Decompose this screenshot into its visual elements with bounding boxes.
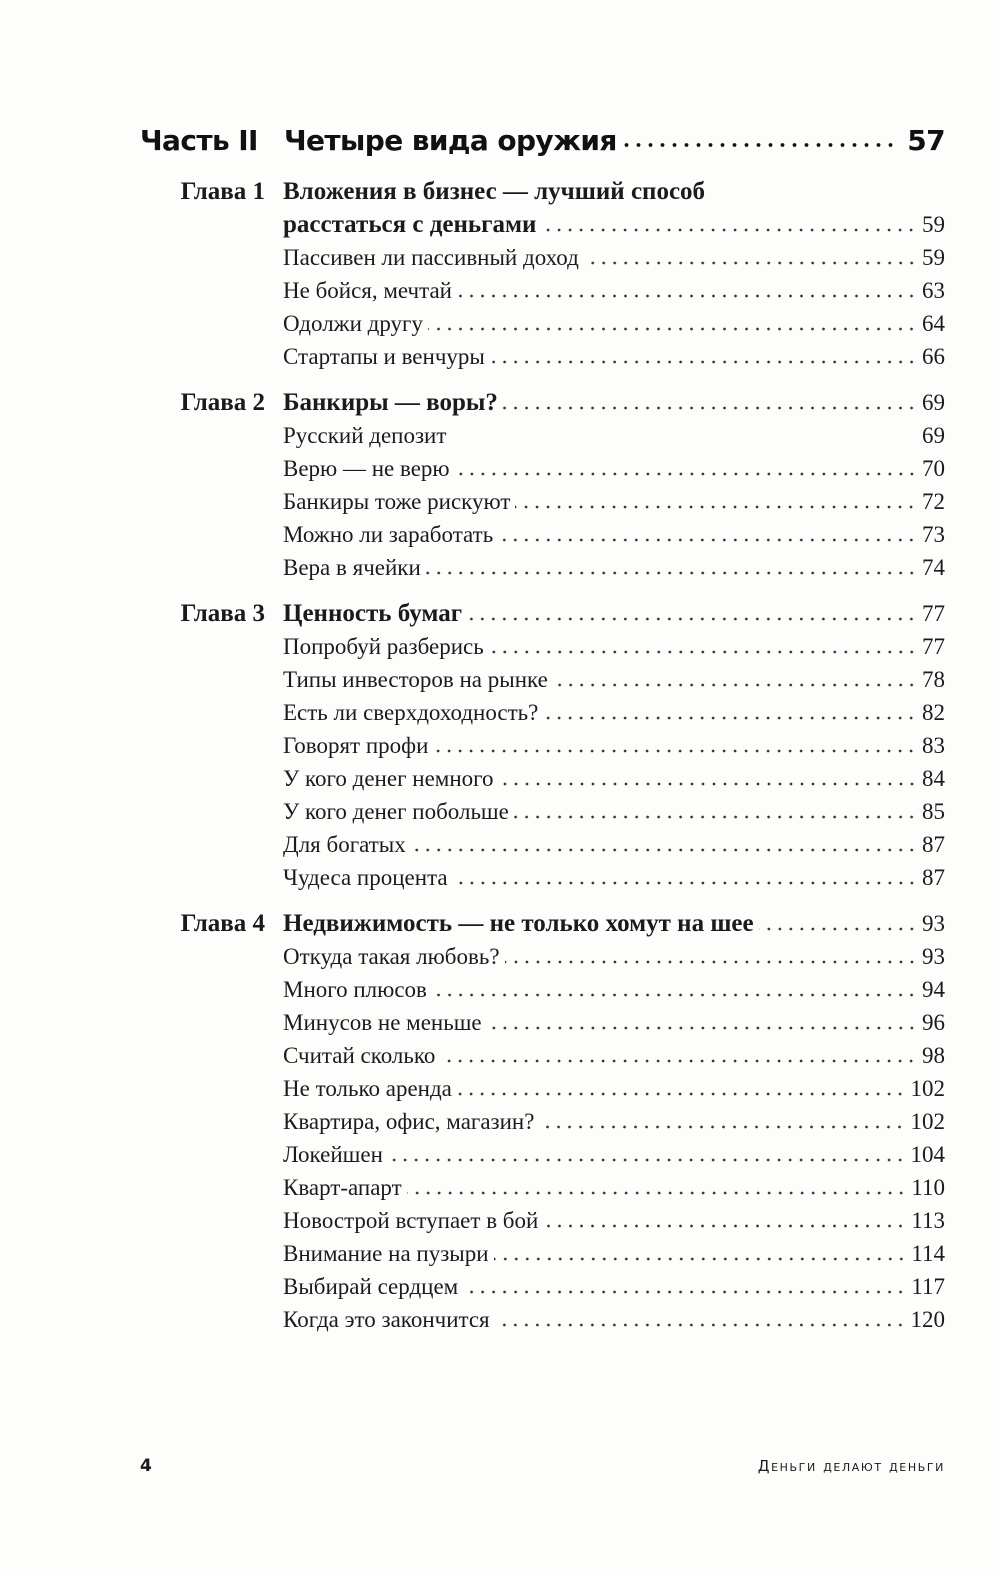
toc-entry[interactable] (283, 208, 945, 241)
dot-leader (759, 926, 917, 932)
chapter-title: Ценность бумаг (283, 600, 463, 627)
dot-leader (457, 293, 917, 299)
section-title: Верю — не верю (283, 456, 450, 481)
dot-leader (498, 537, 917, 543)
section-title: Говорят профи (283, 733, 429, 758)
section-title: Типы инвесторов на рынке (283, 667, 548, 692)
section-title: Есть ли сверхдоходность? (283, 700, 539, 725)
section-title: Для богатых (283, 832, 406, 857)
dot-leader (426, 570, 917, 576)
dot-leader (503, 405, 917, 411)
page-number: 73 (922, 522, 945, 547)
dot-leader (622, 141, 897, 149)
dot-leader (432, 992, 917, 998)
dot-leader (515, 504, 917, 510)
footer-book-title: Деньги делают деньги (757, 1457, 945, 1475)
dot-leader (467, 616, 917, 622)
section-title: Попробуй разберись (283, 634, 484, 659)
part-page-number: 57 (907, 124, 945, 157)
page-number: 110 (911, 1175, 945, 1200)
toc-entry[interactable] (283, 1204, 945, 1237)
toc-entry[interactable] (283, 340, 945, 373)
part-label: Часть II (140, 124, 258, 157)
chapter-label: Глава 4 (180, 910, 265, 937)
dot-leader (388, 1157, 906, 1163)
dot-leader (543, 715, 917, 721)
chapter-title-continued: расстаться с деньгами (283, 211, 537, 238)
section-title: Можно ли заработать (283, 522, 494, 547)
page-number: 63 (922, 278, 945, 303)
section-title: Когда это закончится (283, 1307, 490, 1332)
toc-entry[interactable] (283, 630, 945, 663)
dot-leader (411, 847, 917, 853)
chapter-label: Глава 2 (180, 389, 265, 416)
dot-leader (494, 1256, 907, 1262)
toc-entry[interactable] (283, 1171, 945, 1204)
section-title: У кого денег немного (283, 766, 494, 791)
dot-leader (543, 1223, 906, 1229)
section-title: Много плюсов (283, 977, 427, 1002)
page-number: 59 (922, 245, 945, 270)
page-number: 83 (922, 733, 945, 758)
page-number: 69 (922, 423, 945, 448)
page-number: 87 (922, 865, 945, 890)
toc-entry[interactable] (283, 828, 945, 861)
section-title: Минусов не меньше (283, 1010, 482, 1035)
toc-entry[interactable] (283, 729, 945, 762)
toc-entry[interactable] (283, 452, 945, 485)
section-title: Внимание на пузыри (283, 1241, 489, 1266)
page-number: 114 (911, 1241, 945, 1266)
chapter-title: Вложения в бизнес — лучший способ (283, 178, 706, 205)
section-title: Считай сколько (283, 1043, 436, 1068)
toc-entry[interactable] (283, 518, 945, 551)
dot-leader (541, 227, 917, 233)
page-number: 84 (922, 766, 945, 791)
section-title: Локейшен (283, 1142, 383, 1167)
toc-entry[interactable] (283, 551, 945, 584)
page-number: 93 (922, 944, 945, 969)
section-title: Стартапы и венчуры (283, 344, 485, 369)
dot-leader (455, 471, 917, 477)
page-number: 69 (922, 390, 945, 415)
section-title: У кого денег побольше (283, 799, 509, 824)
page-number: 87 (922, 832, 945, 857)
section-title: Не бойся, мечтай (283, 278, 452, 303)
section-title: Пассивен ли пассивный доход (283, 245, 579, 270)
part-heading (140, 118, 945, 164)
toc-entry[interactable] (283, 907, 945, 940)
toc-entry[interactable] (283, 597, 945, 630)
page-number: 77 (922, 601, 945, 626)
toc-entry[interactable] (283, 973, 945, 1006)
page-number: 102 (910, 1109, 945, 1134)
chapter-label: Глава 3 (180, 600, 265, 627)
dot-leader (457, 1091, 906, 1097)
page-number: 93 (922, 911, 945, 936)
page-number: 77 (922, 634, 945, 659)
page-number: 94 (922, 977, 945, 1002)
section-title: Кварт-апарт (283, 1175, 402, 1200)
dot-leader (440, 1058, 917, 1064)
section-title: Выбирай сердцем (283, 1274, 459, 1299)
page-number: 85 (922, 799, 945, 824)
page-number: 59 (922, 212, 945, 237)
page-number: 98 (922, 1043, 945, 1068)
toc-entry[interactable] (283, 1237, 945, 1270)
toc-entry[interactable] (283, 663, 945, 696)
section-title: Русский депозит (283, 423, 447, 448)
toc-entry[interactable] (283, 1072, 945, 1105)
section-title: Банкиры тоже рискуют (283, 489, 511, 514)
toc-entry[interactable] (283, 1270, 945, 1303)
toc-entry[interactable] (283, 386, 945, 419)
dot-leader (584, 260, 917, 266)
page-number: 102 (910, 1076, 945, 1101)
toc-entry[interactable] (283, 1105, 945, 1138)
dot-leader (514, 814, 917, 820)
toc-entry[interactable] (283, 762, 945, 795)
dot-leader (490, 359, 917, 365)
toc-entry[interactable] (283, 1303, 945, 1336)
toc-entry[interactable] (283, 1039, 945, 1072)
dot-leader (453, 880, 917, 886)
toc-entry[interactable] (283, 861, 945, 894)
toc-entry[interactable] (283, 274, 945, 307)
page-number: 72 (922, 489, 945, 514)
chapter-title: Банкиры — воры? (283, 389, 498, 416)
dot-leader (428, 326, 917, 332)
toc-entry[interactable] (283, 419, 945, 452)
toc-entry[interactable] (283, 241, 945, 274)
page-number: 70 (922, 456, 945, 481)
dot-leader (505, 959, 917, 965)
chapter-title: Недвижимость — не только хомут на шее (283, 910, 754, 937)
section-title: Вера в ячейки (283, 555, 421, 580)
page-number: 120 (910, 1307, 945, 1332)
section-title: Не только аренда (283, 1076, 452, 1101)
toc-entry[interactable] (283, 696, 945, 729)
dot-leader (495, 1322, 906, 1328)
dot-leader (487, 1025, 917, 1031)
toc-entry[interactable] (283, 1006, 945, 1039)
part-title-row (284, 124, 945, 157)
section-title: Чудеса процента (283, 865, 448, 890)
toc-entry[interactable] (283, 1138, 945, 1171)
toc-entry[interactable] (283, 307, 945, 340)
part-title: Четыре вида оружия (284, 124, 617, 157)
toc-entry[interactable] (283, 940, 945, 973)
page-number: 66 (922, 344, 945, 369)
toc-entry[interactable] (283, 795, 945, 828)
footer-page-number: 4 (140, 1456, 152, 1476)
toc-entry[interactable] (283, 485, 945, 518)
page-number: 82 (922, 700, 945, 725)
page-number: 117 (911, 1274, 945, 1299)
dot-leader (463, 1289, 906, 1295)
page-number: 113 (911, 1208, 945, 1233)
page-number: 104 (910, 1142, 945, 1167)
page-number: 64 (922, 311, 945, 336)
section-title: Одолжи другу (283, 311, 423, 336)
page-number: 74 (922, 555, 945, 580)
dot-leader (539, 1124, 905, 1130)
dot-leader (499, 781, 917, 787)
dot-leader (553, 682, 917, 688)
dot-leader (433, 748, 917, 754)
page-number: 96 (922, 1010, 945, 1035)
dot-leader (489, 649, 917, 655)
page-number: 78 (922, 667, 945, 692)
section-title: Квартира, офис, магазин? (283, 1109, 535, 1134)
section-title: Новострой вступает в бой (283, 1208, 539, 1233)
dot-leader (407, 1190, 907, 1196)
section-title: Откуда такая любовь? (283, 944, 500, 969)
chapter-label: Глава 1 (180, 178, 265, 205)
